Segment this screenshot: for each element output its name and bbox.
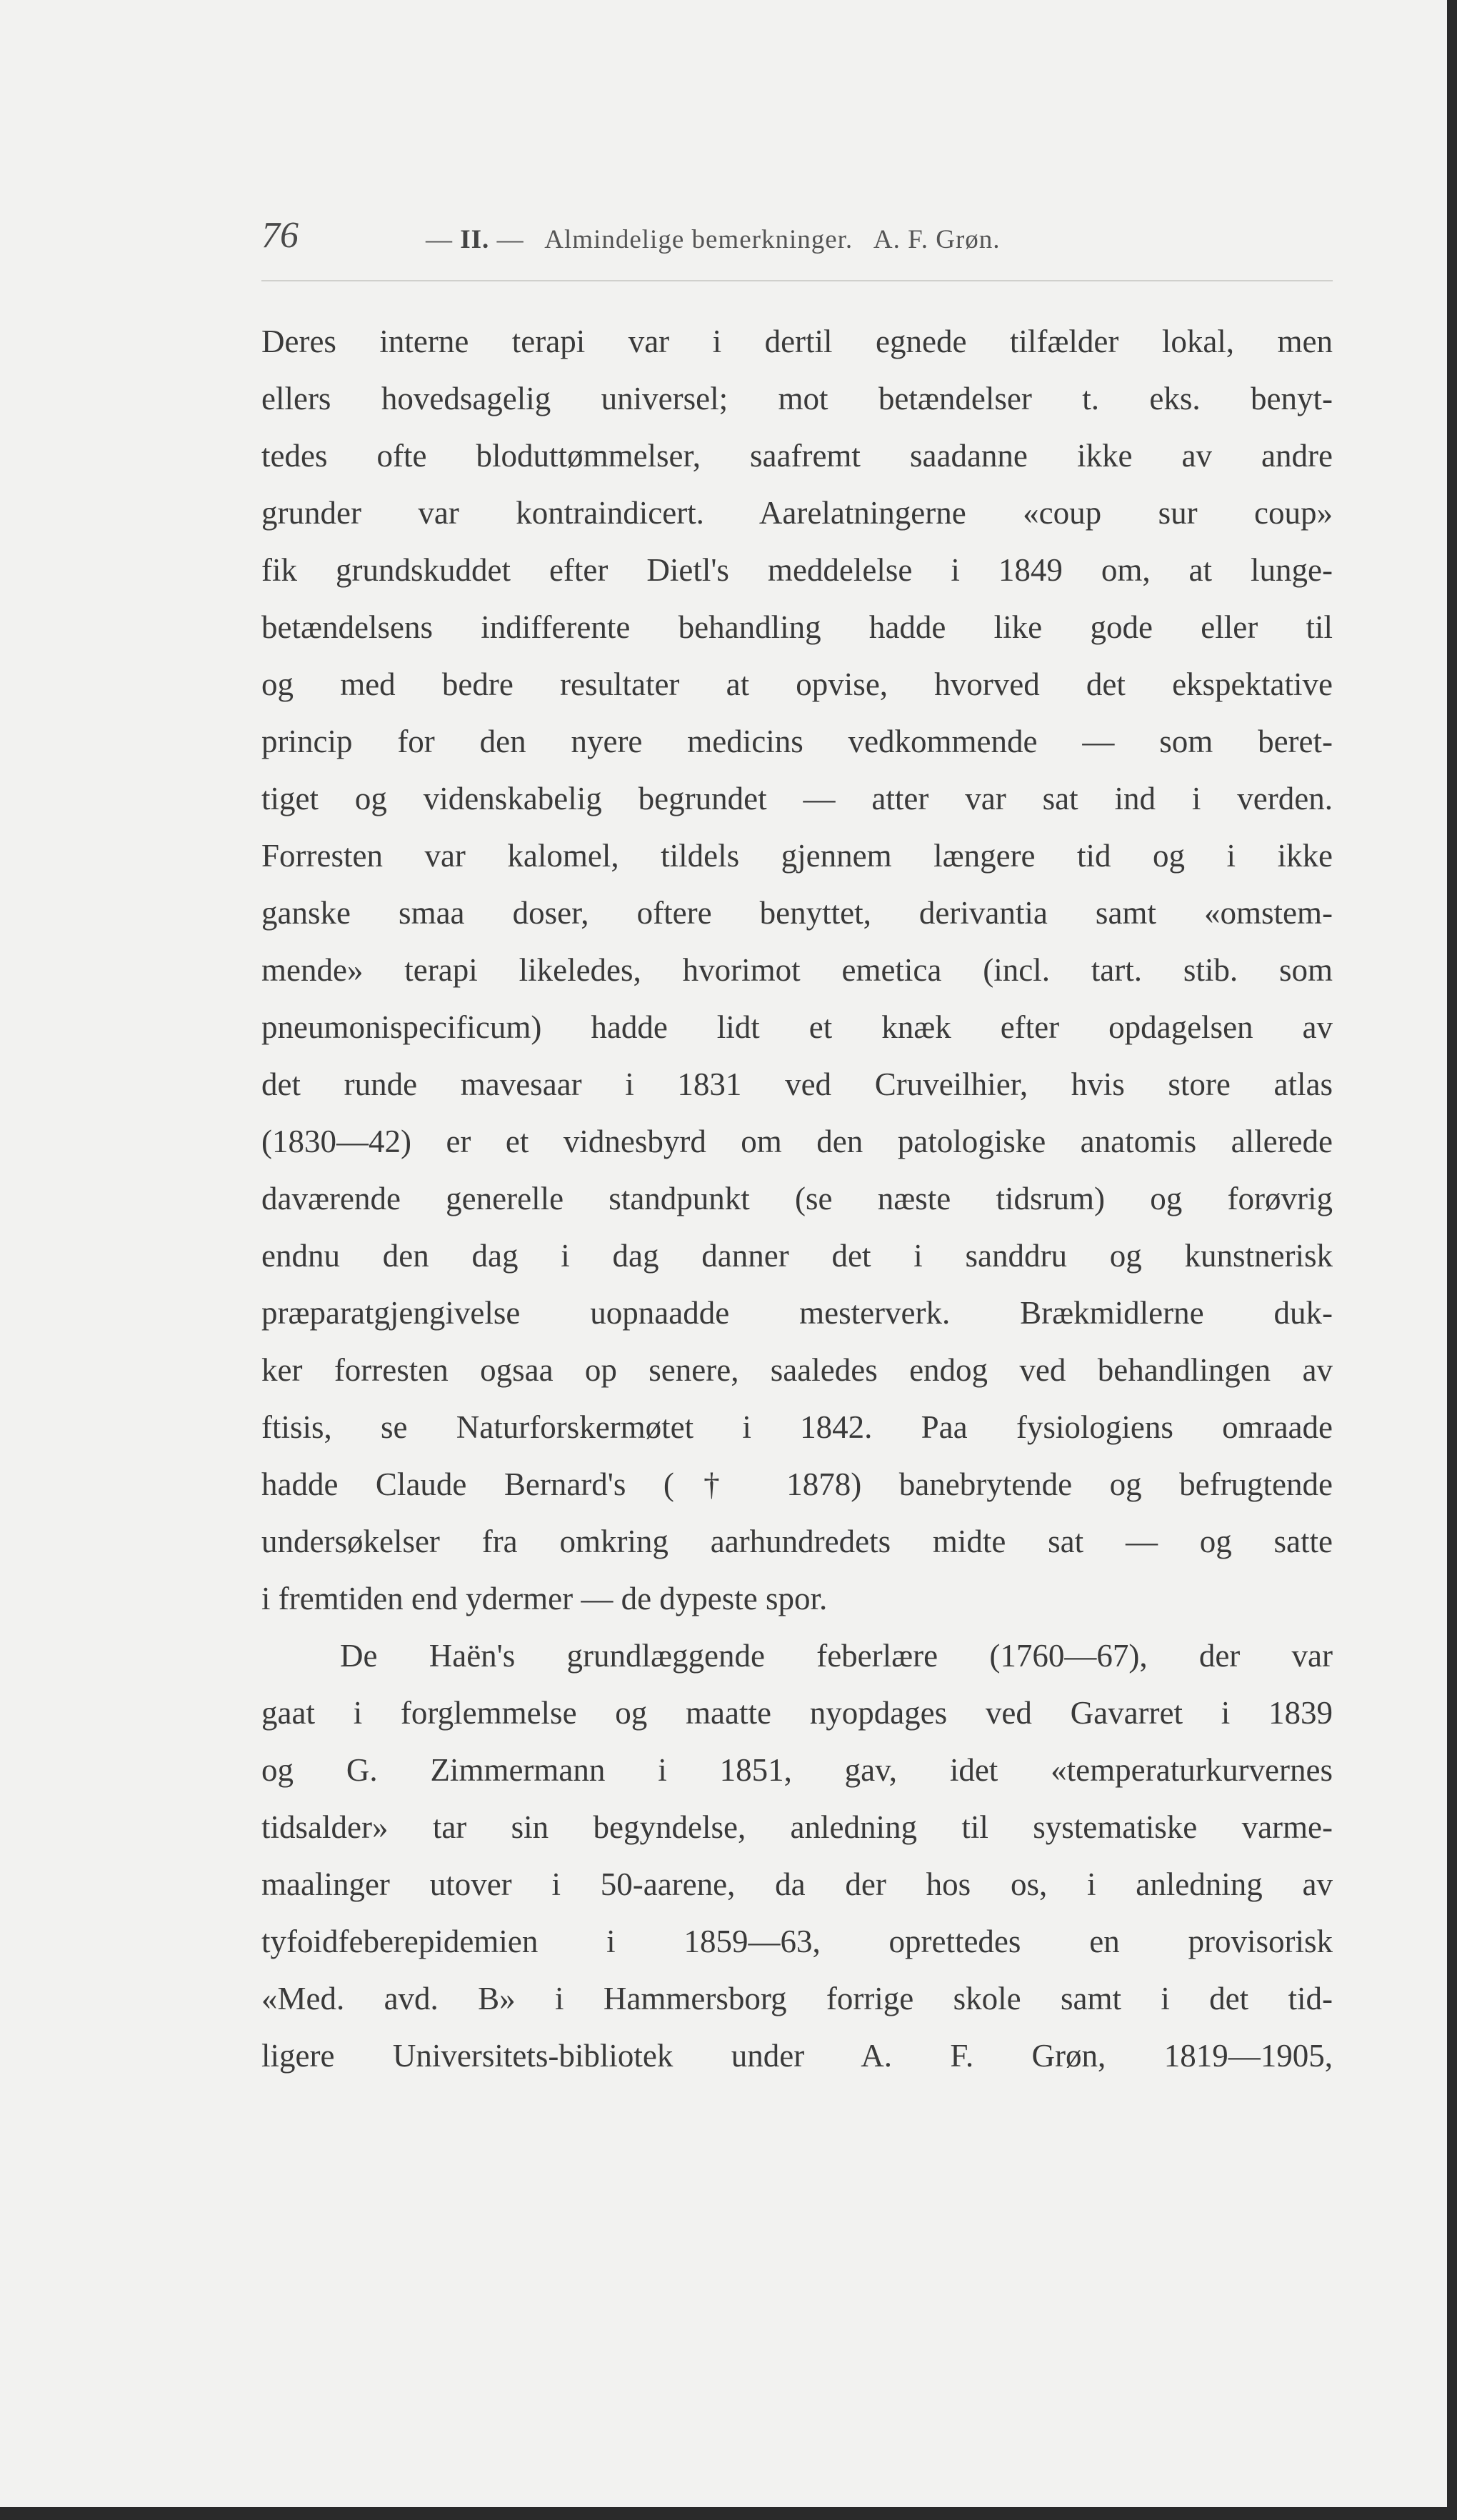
text-line: fik grundskuddet efter Dietl's meddelelse i 1849 om, at lunge-: [261, 552, 1333, 588]
text-line: tyfoidfeberepidemien i 1859—63, oprettedes en provisorisk: [261, 1924, 1333, 1959]
text-line: Forresten var kalomel, tildels gjennem længere tid og i ikke: [261, 838, 1333, 874]
text-line: undersøkelser fra omkring aarhundredets midte sat — og satte: [261, 1524, 1333, 1559]
text-line: betændelsens indifferente behandling hadde like gode eller til: [261, 609, 1333, 645]
text-line: mende» terapi likeledes, hvorimot emetica (incl. tart. stib. som: [261, 952, 1333, 988]
text-line: og G. Zimmermann i 1851, gav, idet «temperaturkurvernes: [261, 1752, 1333, 1788]
text-line: ligere Universitets-bibliotek under A. F. Grøn, 1819—1905,: [261, 2038, 1333, 2074]
text-line: Deres interne terapi var i dertil egnede tilfælder lokal, men: [261, 324, 1333, 359]
text-line: pneumonispecificum) hadde lidt et knæk efter opdagelsen av: [261, 1009, 1333, 1045]
text-line: hadde Claude Bernard's († 1878) banebrytende og befrugtende: [261, 1466, 1333, 1502]
running-head-dash-right: —: [496, 225, 524, 254]
text-line: ganske smaa doser, oftere benyttet, derivantia samt «omstem-: [261, 895, 1333, 931]
running-head-dash-left: —: [426, 225, 453, 254]
text-line: det runde mavesaar i 1831 ved Cruveilhier, hvis store atlas: [261, 1066, 1333, 1102]
paragraph-first-line: De Haën's grundlæggende feberlære (1760—67), der var: [340, 1638, 1333, 1674]
text-line: ker forresten ogsaa op senere, saaledes endog ved behandlingen av: [261, 1352, 1333, 1388]
text-line: og med bedre resultater at opvise, hvorved det ekspektative: [261, 666, 1333, 702]
text-line: ftisis, se Naturforskermøtet i 1842. Paa fysiologiens omraade: [261, 1409, 1333, 1445]
paragraph-last-line: i fremtiden end ydermer — de dypeste spor.: [261, 1581, 828, 1616]
text-line: tedes ofte bloduttømmelser, saafremt saadanne ikke av andre: [261, 438, 1333, 474]
text-line: (1830—42) er et vidnesbyrd om den patologiske anatomis allerede: [261, 1124, 1333, 1159]
text-line: grunder var kontraindicert. Aarelatningerne «coup sur coup»: [261, 495, 1333, 531]
header-rule: [261, 280, 1333, 281]
running-head-title: Almindelige bemerkninger.: [544, 225, 853, 254]
text-line: maalinger utover i 50-aarene, da der hos os, i anledning av: [261, 1866, 1333, 1902]
text-line: daværende generelle standpunkt (se næste tidsrum) og forøvrig: [261, 1181, 1333, 1216]
running-head: [426, 224, 1001, 255]
text-line: endnu den dag i dag danner det i sanddru og kunstnerisk: [261, 1238, 1333, 1274]
text-line: gaat i forglemmelse og maatte nyopdages ved Gavarret i 1839: [261, 1695, 1333, 1731]
page-number: 76: [261, 215, 299, 256]
text-line: ellers hovedsagelig universel; mot betændelser t. eks. benyt-: [261, 381, 1333, 416]
text-line: præparatgjengivelse uopnaadde mesterverk. Brækmidlerne duk-: [261, 1295, 1333, 1331]
body-text: [261, 313, 1333, 2084]
running-head-author: A. F. Grøn.: [873, 225, 1001, 254]
text-line: tiget og videnskabelig begrundet — atter var sat ind i verden.: [261, 781, 1333, 816]
page-header: [261, 214, 1333, 271]
section-number: II.: [460, 225, 490, 254]
text-line: princip for den nyere medicins vedkommende — som beret-: [261, 724, 1333, 759]
text-line: «Med. avd. B» i Hammersborg forrige skole samt i det tid-: [261, 1981, 1333, 2016]
text-line: tidsalder» tar sin begyndelse, anledning til systematiske varme-: [261, 1809, 1333, 1845]
